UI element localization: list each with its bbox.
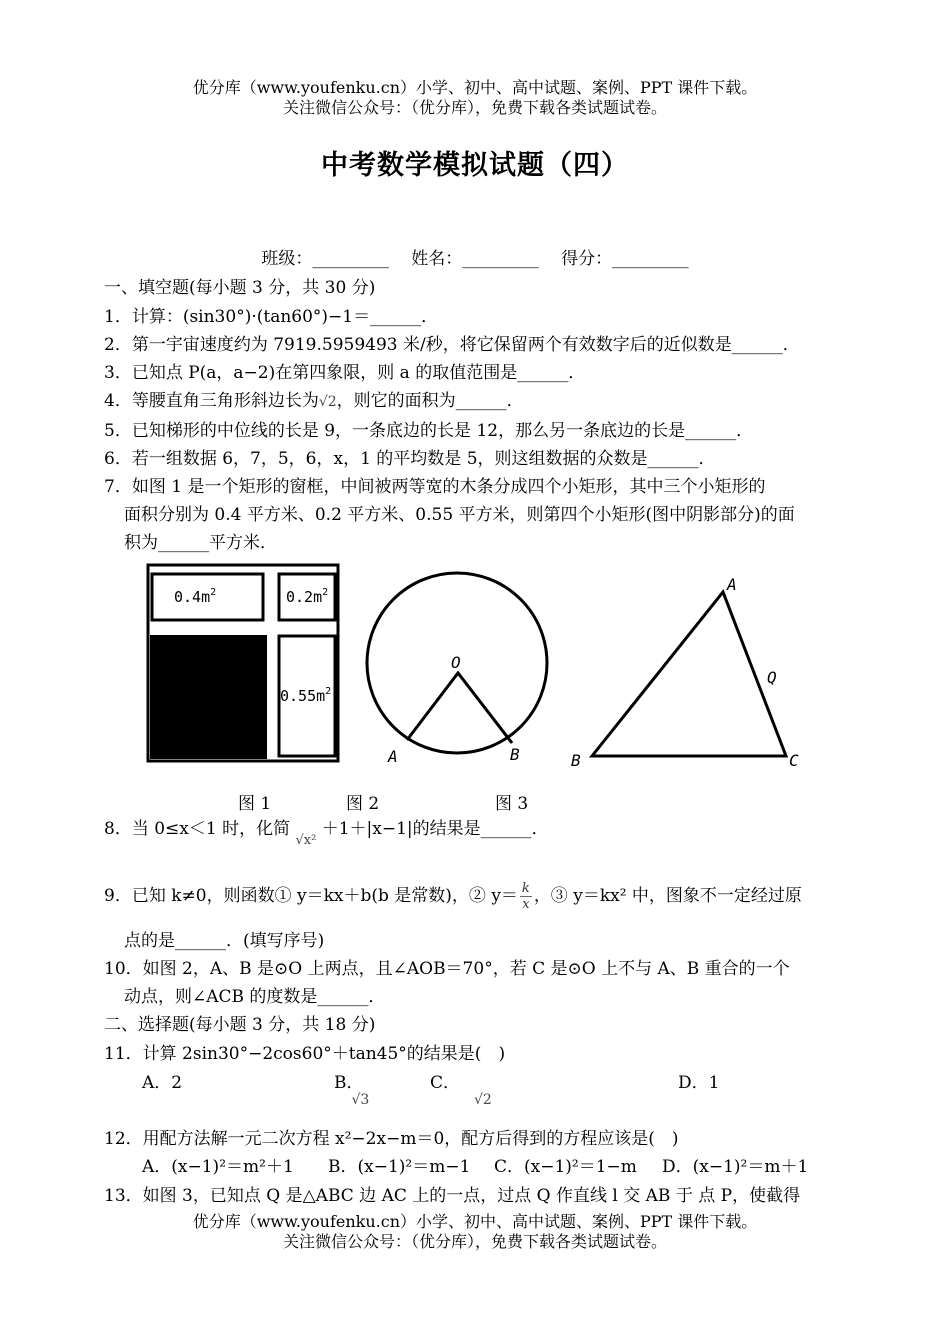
caption-figure-3: 图 3 [495, 794, 529, 814]
question-4-text-a: 4．等腰直角三角形斜边长为 [104, 391, 319, 411]
question-8 [104, 818, 549, 848]
fig3-label-q: Q [767, 668, 777, 687]
fig1-label-c: $0.55m^2$ [280, 686, 332, 705]
footer-line-2: 关注微信公众号：（优分库），免费下载各类试题试卷。 [282, 1232, 667, 1251]
fig2-label-a: A [388, 747, 398, 766]
header-line-1: 优分库（www.youfenku.cn）小学、初中、高中试题、案例、PPT 课件下载。 [192, 78, 758, 97]
question-2: 2．第一宇宙速度约为 7919.5959493 米/秒，将它保留两个有效数字后的近似数是______． [104, 335, 800, 355]
header-line-2: 关注微信公众号：（优分库），免费下载各类试题试卷。 [282, 98, 667, 117]
fig3-label-a: A [727, 575, 737, 594]
section-2-heading: 二、选择题(每小题 3 分，共 18 分) [104, 1015, 376, 1035]
question-10-line-1: 10．如图 2，A、B 是⊙O 上两点，且∠AOB＝70°，若 C 是⊙O 上不与 A、B 重合的一个 [104, 959, 790, 979]
question-3: 3．已知点 P(a，a−2)在第四象限，则 a 的取值范围是______． [104, 363, 586, 383]
section-1-heading: 一、填空题(每小题 3 分，共 30 分) [104, 278, 376, 298]
q12-option-c: C．(x−1)²＝1−m [494, 1157, 637, 1177]
fig1-label-b: $0.2m^2$ [286, 587, 329, 606]
fig3-label-b: B [571, 751, 581, 770]
figure-2-circle [360, 560, 560, 770]
question-7-line-3: 积为______平方米． [124, 533, 277, 553]
question-4 [104, 390, 524, 413]
question-13: 13．如图 3，已知点 Q 是△ABC 边 AC 上的一点，过点 Q 作直线 l 交 AB 于 点 P，使截得 [104, 1186, 801, 1206]
question-9-text-b: ，③ y＝kx² 中，图象不一定经过原 [533, 886, 802, 906]
question-10-line-2: 动点，则∠ACB 的度数是______． [124, 987, 386, 1007]
fig1-label-a: $0.4m^2$ [174, 587, 217, 606]
caption-figure-2: 图 2 [346, 794, 380, 814]
question-9-text-a: 9．已知 k≠0，则函数① y＝kx＋b(b 是常数)，② y＝ [104, 886, 518, 906]
question-6: 6．若一组数据 6，7，5，6，x，1 的平均数是 5，则这组数据的众数是______． [104, 449, 716, 469]
sqrt-2-term: √2 [318, 394, 337, 410]
page-title: 中考数学模拟试题（四） [321, 150, 629, 181]
sqrt-3-term: √3 [351, 1092, 370, 1108]
q11-option-b: B．√3 [334, 1072, 381, 1095]
figure-3-triangle [565, 570, 825, 775]
fig2-label-o: O [451, 653, 461, 672]
q11-option-c: C．√2 [430, 1072, 478, 1095]
question-11: 11．计算 2sin30°−2cos60°＋tan45°的结果是( ) [104, 1044, 506, 1064]
question-8-text-b: ＋1＋|x−1|的结果是______． [321, 819, 549, 839]
question-1: 1．计算：(sin30°)·(tan60°)−1＝______． [104, 307, 439, 327]
question-7-line-1: 7．如图 1 是一个矩形的窗框，中间被两等宽的木条分成四个小矩形，其中三个小矩形的 [104, 477, 766, 497]
q11-option-a: A．2 [142, 1073, 183, 1093]
info-line: 班级：_________ 姓名：_________ 得分：_________ [261, 249, 689, 269]
q11-option-d: D．1 [678, 1073, 720, 1093]
fig3-label-c: C [789, 751, 799, 770]
q12-option-d: D．(x−1)²＝m＋1 [662, 1157, 809, 1177]
question-4-text-b: ，则它的面积为______． [336, 391, 524, 411]
q12-option-a: A．(x−1)²＝m²＋1 [142, 1157, 294, 1177]
sqrt-2-option-term: √2 [474, 1092, 492, 1108]
sqrt-x-squared-term: √x² [295, 833, 317, 848]
caption-figure-1: 图 1 [238, 794, 272, 814]
figure-1-window-frame [146, 563, 340, 763]
footer-line-1: 优分库（www.youfenku.cn）小学、初中、高中试题、案例、PPT 课件下载。 [192, 1212, 758, 1231]
question-9-line-1 [104, 876, 802, 916]
question-9-line-2: 点的是______．(填写序号) [124, 931, 325, 951]
q12-option-b: B．(x−1)²＝m−1 [328, 1157, 471, 1177]
fraction-k-over-x: $\frac{k}{x}$ [521, 881, 530, 912]
fig2-label-b: B [510, 745, 520, 764]
question-8-text-a: 8．当 0≤x＜1 时，化简 [104, 819, 291, 839]
question-7-line-2: 面积分别为 0.4 平方米、0.2 平方米、0.55 平方米，则第四个小矩形(图中阴影部分)的面 [124, 505, 795, 525]
question-5: 5．已知梯形的中位线的长是 9，一条底边的长是 12，那么另一条底边的长是______． [104, 421, 754, 441]
question-12: 12．用配方法解一元二次方程 x²−2x−m＝0，配方后得到的方程应该是( ) [104, 1129, 679, 1149]
